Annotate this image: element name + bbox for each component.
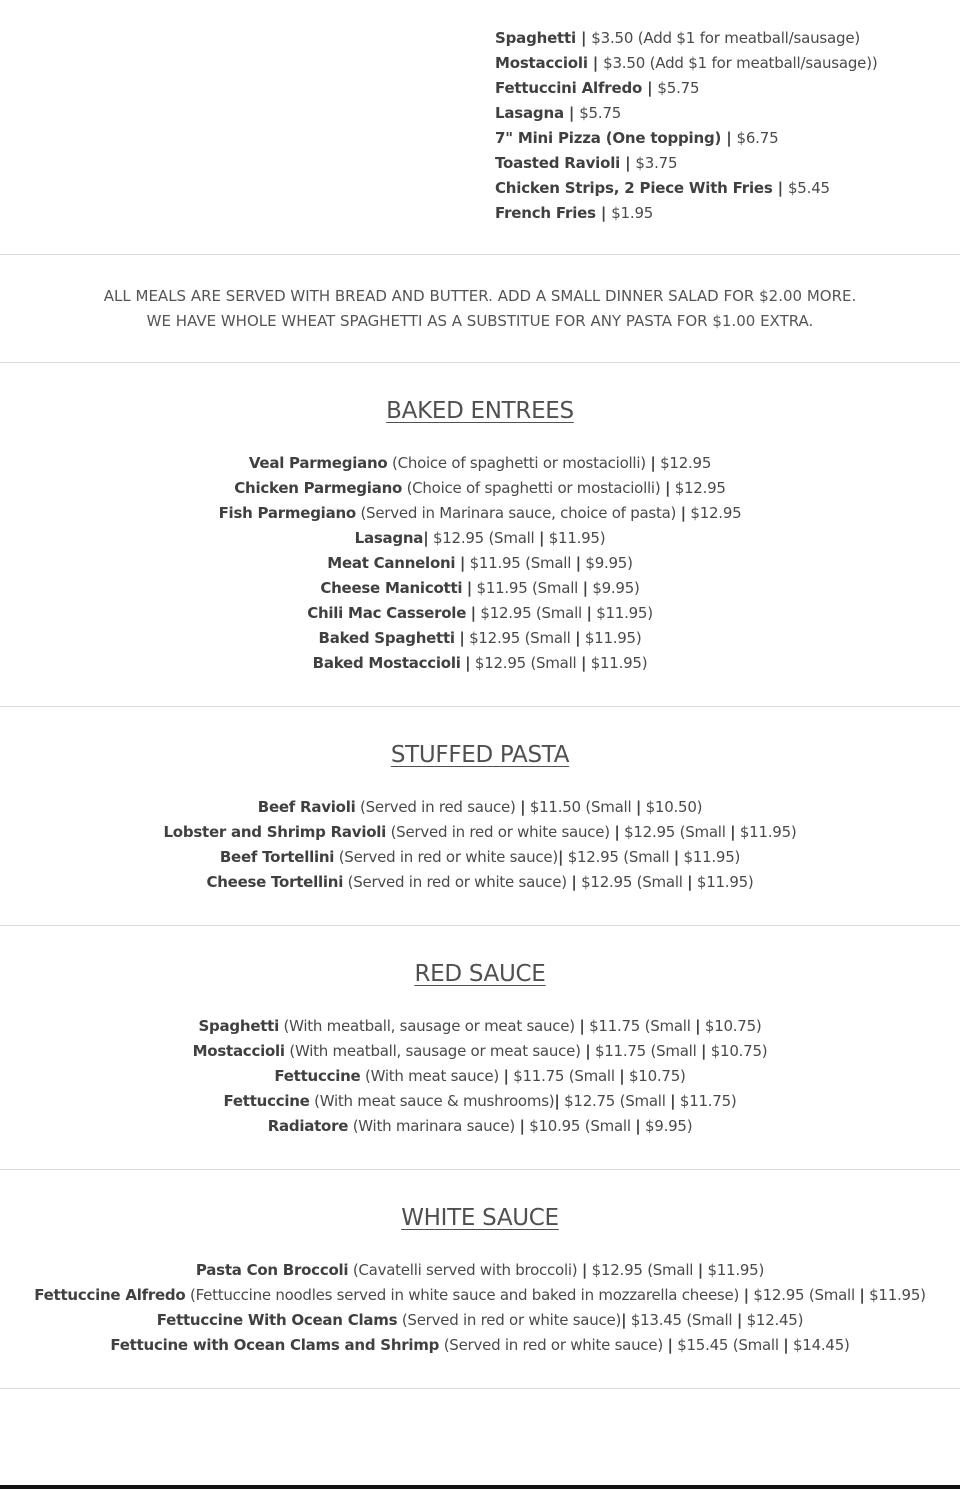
section-title: BAKED ENTREES (386, 398, 574, 424)
section-red-sauce (0, 959, 960, 1139)
separator: | (459, 554, 466, 572)
meal-notice-line-1: ALL MEALS ARE SERVED WITH BREAD AND BUTTER. ADD A SMALL DINNER SALAD FOR $2.00 MORE. (103, 287, 857, 305)
separator: | (575, 554, 581, 572)
separator: | (423, 529, 429, 547)
close-paren: ) (790, 823, 797, 841)
menu-item (0, 651, 960, 676)
section-stuffed-pasta (0, 740, 960, 895)
menu-item (0, 476, 960, 501)
item-price: $12.95 (670, 479, 726, 497)
menu-item (0, 820, 960, 845)
item-name: Spaghetti (198, 1017, 279, 1035)
small-label: (Small (619, 1092, 671, 1110)
kids-menu-item (495, 51, 955, 76)
small-label: (Small (647, 1261, 698, 1279)
item-description: (Served in Marinara sauce, choice of pasta) (355, 504, 681, 522)
section-white-sauce (0, 1203, 960, 1358)
small-price: $14.45 (788, 1336, 845, 1354)
separator: | (736, 1311, 743, 1329)
menu-item (0, 1114, 960, 1139)
close-paren: ) (844, 1336, 850, 1354)
menu-item (0, 1039, 960, 1064)
separator: | (465, 654, 471, 672)
menu-item (0, 451, 960, 476)
item-price: $11.95 (465, 554, 526, 572)
item-price: $6.75 (736, 129, 779, 147)
small-label: (Small (584, 1117, 636, 1135)
item-price: $10.95 (524, 1117, 585, 1135)
small-price: $10.75 (624, 1067, 681, 1085)
separator: | (575, 29, 592, 47)
separator: | (783, 1336, 789, 1354)
separator: | (772, 179, 788, 197)
separator: | (581, 1261, 588, 1279)
item-description: (With marinara sauce) (348, 1117, 520, 1135)
small-label: (Small (650, 1042, 702, 1060)
item-price: $12.95 (619, 823, 680, 841)
small-price: $10.75 (700, 1017, 756, 1035)
menu-items (0, 795, 960, 895)
item-name: Veal Parmegiano (248, 454, 388, 472)
item-name: Fettuccine Alfredo (34, 1286, 186, 1304)
separator: | (586, 604, 592, 622)
small-label: (Small (532, 579, 583, 597)
item-name: Lobster and Shrimp Ravioli (163, 823, 387, 841)
kids-menu-item (495, 76, 955, 101)
small-label: (Small (524, 629, 576, 647)
small-price: $10.75 (706, 1042, 762, 1060)
divider (0, 706, 960, 707)
close-paren: ) (634, 579, 640, 597)
small-label: (Small (535, 604, 587, 622)
item-name: Chili Mac Casserole (307, 604, 467, 622)
item-price: $5.75 (657, 79, 700, 97)
separator: | (503, 1067, 509, 1085)
small-price: $9.95 (580, 554, 628, 572)
menu-item (0, 870, 960, 895)
item-price: $12.95 (655, 454, 712, 472)
small-label: (Small (568, 1067, 620, 1085)
separator: | (587, 54, 604, 72)
menu-item (0, 1333, 960, 1358)
separator: | (743, 1286, 749, 1304)
item-name: Mostaccioli (192, 1042, 285, 1060)
item-description: (Fettuccine noodles served in white sauce and baked in mozzarella cheese) (185, 1286, 744, 1304)
item-price: $11.75 (508, 1067, 569, 1085)
close-paren: ) (641, 654, 648, 672)
separator: | (635, 798, 642, 816)
separator: | (621, 1311, 627, 1329)
close-paren: ) (647, 604, 653, 622)
menu-item (0, 551, 960, 576)
kids-menu-item (495, 151, 955, 176)
item-name: Toasted Ravioli (495, 154, 621, 172)
small-price: $11.75 (675, 1092, 731, 1110)
separator: | (619, 1067, 625, 1085)
item-price: $3.50 (Add $1 for meatball/sausage)) (603, 54, 878, 72)
small-label: (Small (644, 1017, 696, 1035)
kids-menu-item (495, 176, 955, 201)
close-paren: ) (761, 1042, 768, 1060)
item-price: $12.95 (748, 1286, 809, 1304)
menu-items (0, 1014, 960, 1139)
separator: | (575, 629, 581, 647)
item-description: (With meat sauce & mushrooms) (309, 1092, 555, 1110)
separator: | (620, 154, 636, 172)
separator: | (582, 579, 588, 597)
menu-item (0, 1283, 960, 1308)
separator: | (673, 848, 679, 866)
menu-item (0, 501, 960, 526)
item-price: $11.75 (584, 1017, 645, 1035)
item-price: $5.75 (579, 104, 622, 122)
menu-items (0, 451, 960, 676)
separator: | (687, 873, 693, 891)
small-price: $9.95 (640, 1117, 687, 1135)
menu-item (0, 1308, 960, 1333)
item-description: (Served in red sauce) (355, 798, 521, 816)
item-description: (With meatball, sausage or meat sauce) (284, 1042, 586, 1060)
menu-items (0, 1258, 960, 1358)
section-title: STUFFED PASTA (390, 742, 570, 768)
item-price: $11.75 (590, 1042, 651, 1060)
menu-item (0, 845, 960, 870)
small-label: (Small (636, 873, 688, 891)
item-price: $12.95 (470, 654, 531, 672)
separator: | (571, 873, 577, 891)
item-price: $12.95 (576, 873, 637, 891)
separator: | (595, 204, 612, 222)
separator: | (459, 629, 465, 647)
separator: | (580, 654, 587, 672)
menu-item (0, 1258, 960, 1283)
menu-item (0, 626, 960, 651)
close-paren: ) (755, 1017, 762, 1035)
close-paren: ) (635, 629, 642, 647)
small-label: (Small (808, 1286, 860, 1304)
small-price: $9.95 (587, 579, 635, 597)
small-price: $10.50 (641, 798, 697, 816)
item-price: $12.95 (563, 848, 624, 866)
section-title: RED SAUCE (414, 961, 546, 987)
item-name: Beef Ravioli (257, 798, 356, 816)
item-name: Mostaccioli (495, 54, 588, 72)
item-description: (Served in red or white sauce) (439, 1336, 668, 1354)
small-label: (Small (732, 1336, 784, 1354)
separator: | (557, 848, 564, 866)
item-description: (Served in red or white sauce) (386, 823, 615, 841)
separator: | (470, 604, 476, 622)
small-label: (Small (679, 823, 731, 841)
section-baked-entrees (0, 396, 960, 676)
separator: | (579, 1017, 585, 1035)
item-name: Baked Mostaccioli (312, 654, 461, 672)
close-paren: ) (680, 1067, 686, 1085)
kids-menu-item (495, 26, 955, 51)
item-name: Fettuccine With Ocean Clams (156, 1311, 398, 1329)
item-price: $1.95 (611, 204, 654, 222)
item-description: (With meat sauce) (360, 1067, 504, 1085)
item-name: Meat Canneloni (327, 554, 456, 572)
item-name: Beef Tortellini (219, 848, 335, 866)
menu-item (0, 1089, 960, 1114)
close-paren: ) (696, 798, 703, 816)
small-price: $11.95 (591, 604, 648, 622)
menu-item (0, 576, 960, 601)
item-price: $5.45 (787, 179, 830, 197)
separator: | (538, 529, 545, 547)
separator: | (650, 454, 656, 472)
separator: | (664, 479, 671, 497)
item-name: Radiatore (267, 1117, 349, 1135)
small-price: $11.95 (678, 848, 735, 866)
item-price: $11.95 (472, 579, 533, 597)
menu-item (0, 1064, 960, 1089)
item-name: Cheese Tortellini (206, 873, 344, 891)
divider (0, 254, 960, 255)
item-name: Cheese Manicotti (320, 579, 463, 597)
small-label: (Small (525, 554, 576, 572)
small-label: (Small (530, 654, 581, 672)
separator: | (554, 1092, 560, 1110)
item-description: (Served in red or white sauce) (397, 1311, 622, 1329)
item-name: Lasagna (354, 529, 424, 547)
item-price: $3.50 (Add $1 for meatball/sausage) (591, 29, 861, 47)
item-price: $15.45 (672, 1336, 733, 1354)
close-paren: ) (730, 1092, 737, 1110)
small-price: $11.95 (586, 654, 642, 672)
meal-notice (0, 284, 960, 334)
kids-menu-item (495, 201, 955, 226)
item-price: $12.95 (428, 529, 489, 547)
section-title: WHITE SAUCE (401, 1205, 559, 1231)
divider (0, 925, 960, 926)
item-name: Fettuccini Alfredo (495, 79, 643, 97)
menu-item (0, 526, 960, 551)
item-price: $12.95 (464, 629, 525, 647)
item-name: Spaghetti (495, 29, 576, 47)
meal-notice-line-2: WE HAVE WHOLE WHEAT SPAGHETTI AS A SUBSTITUE FOR ANY PASTA FOR $1.00 EXTRA. (146, 312, 814, 330)
item-name: Fettucine with Ocean Clams and Shrimp (110, 1336, 440, 1354)
divider (0, 362, 960, 363)
footer-bar (0, 1485, 960, 1489)
item-name: Baked Spaghetti (318, 629, 455, 647)
separator: | (466, 579, 473, 597)
item-price: $11.50 (525, 798, 586, 816)
separator: | (680, 504, 686, 522)
close-paren: ) (797, 1311, 804, 1329)
small-label: (Small (585, 798, 636, 816)
item-name: Chicken Parmegiano (234, 479, 403, 497)
separator: | (667, 1336, 673, 1354)
menu-item (0, 601, 960, 626)
separator: | (701, 1042, 707, 1060)
item-name: Fettuccine (274, 1067, 361, 1085)
separator: | (642, 79, 658, 97)
item-price: $12.95 (685, 504, 742, 522)
item-name: Chicken Strips, 2 Piece With Fries (495, 179, 773, 197)
item-price: $12.95 (587, 1261, 648, 1279)
small-label: (Small (623, 848, 674, 866)
item-name: Pasta Con Broccoli (195, 1261, 349, 1279)
item-name: 7" Mini Pizza (One topping) (495, 129, 722, 147)
close-paren: ) (747, 873, 754, 891)
separator: | (859, 1286, 865, 1304)
item-description: (With meatball, sausage or meat sauce) (278, 1017, 580, 1035)
close-paren: ) (758, 1261, 765, 1279)
separator: | (721, 129, 737, 147)
small-price: $11.95 (735, 823, 791, 841)
close-paren: ) (920, 1286, 926, 1304)
separator: | (614, 823, 620, 841)
close-paren: ) (627, 554, 633, 572)
small-price: $11.95 (692, 873, 748, 891)
separator: | (697, 1261, 703, 1279)
item-price: $12.75 (559, 1092, 620, 1110)
separator: | (695, 1017, 701, 1035)
menu-item (0, 795, 960, 820)
item-description: (Cavatelli served with broccoli) (348, 1261, 582, 1279)
separator: | (563, 104, 580, 122)
item-description: (Choice of spaghetti or mostaciolli) (402, 479, 665, 497)
small-label: (Small (488, 529, 539, 547)
item-description: (Served in red or white sauce) (334, 848, 558, 866)
separator: | (730, 823, 736, 841)
item-description: (Served in red or white sauce) (343, 873, 572, 891)
item-name: Lasagna (495, 104, 564, 122)
separator: | (635, 1117, 641, 1135)
menu-item (0, 1014, 960, 1039)
small-price: $11.95 (544, 529, 600, 547)
divider (0, 1388, 960, 1389)
kids-menu-list (495, 26, 955, 226)
separator: | (520, 798, 526, 816)
separator: | (585, 1042, 591, 1060)
item-name: Fettuccine (223, 1092, 310, 1110)
close-paren: ) (734, 848, 741, 866)
small-price: $11.95 (864, 1286, 921, 1304)
small-price: $11.95 (702, 1261, 759, 1279)
small-price: $12.45 (742, 1311, 798, 1329)
divider (0, 1169, 960, 1170)
kids-menu-item (495, 126, 955, 151)
item-price: $12.95 (475, 604, 536, 622)
item-name: Fish Parmegiano (218, 504, 356, 522)
close-paren: ) (686, 1117, 693, 1135)
small-price: $11.95 (580, 629, 636, 647)
item-description: (Choice of spaghetti or mostaciolli) (387, 454, 651, 472)
item-price: $3.75 (635, 154, 678, 172)
small-label: (Small (686, 1311, 737, 1329)
separator: | (519, 1117, 525, 1135)
close-paren: ) (599, 529, 606, 547)
item-name: French Fries (495, 204, 596, 222)
kids-menu-item (495, 101, 955, 126)
item-price: $13.45 (626, 1311, 687, 1329)
separator: | (670, 1092, 676, 1110)
